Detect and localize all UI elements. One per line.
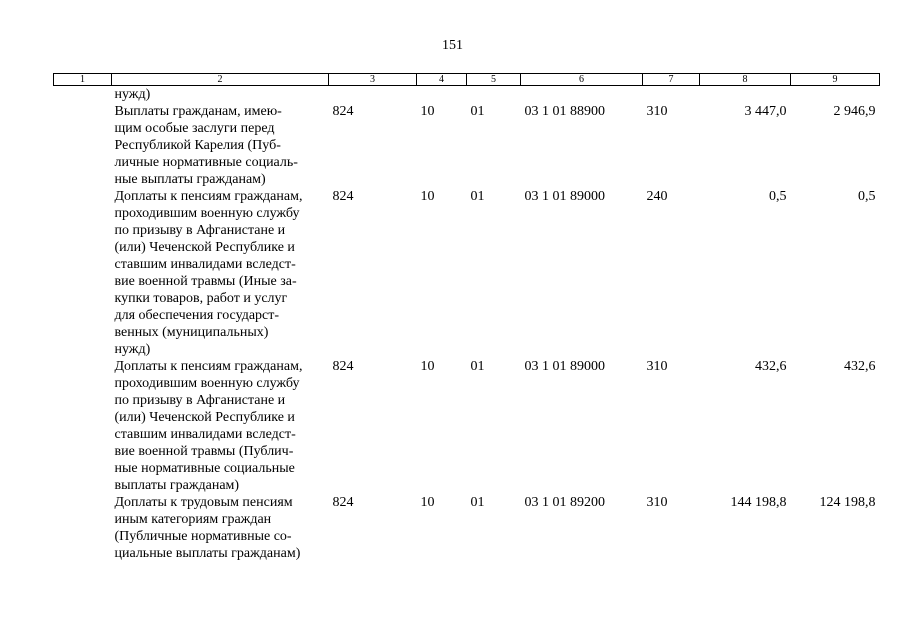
row-subsection-code: 01 <box>470 189 485 204</box>
row-section-code: 10 <box>420 104 435 119</box>
row-amount-2: 0,5 <box>858 189 876 204</box>
row-target-code: 03 1 01 88900 <box>524 104 605 119</box>
row-ministry-code: 824 <box>332 104 354 119</box>
row-amount-1: 144 198,8 <box>730 495 787 510</box>
col-header-6: 6 <box>521 74 643 86</box>
row-ministry-code: 824 <box>332 495 354 510</box>
col-header-9: 9 <box>791 74 880 86</box>
row-section-code: 10 <box>420 189 435 204</box>
row-target-code: 03 1 01 89000 <box>524 359 605 374</box>
col-header-7: 7 <box>643 74 700 86</box>
table-row <box>54 358 880 494</box>
continuation-text: нужд) <box>114 87 151 102</box>
row-target-code: 03 1 01 89200 <box>524 495 605 510</box>
row-amount-1: 432,6 <box>755 359 787 374</box>
col-header-8: 8 <box>700 74 791 86</box>
row-section-code: 10 <box>420 495 435 510</box>
col-header-2: 2 <box>112 74 329 86</box>
row-section-code: 10 <box>420 359 435 374</box>
col-header-4: 4 <box>417 74 467 86</box>
row-name: Доплаты к пенсиям гражданам, проходившим военную службу по призыву в Афганистане и (или) Чеченской Республике и ставшим инвалидами вследст- вие военной травмы (Иные за- купки товаров, работ и услуг для обеспечения государст- венных (муниципальных) нужд) <box>114 189 303 357</box>
row-expense-type: 310 <box>646 359 668 374</box>
row-amount-2: 2 946,9 <box>833 104 876 119</box>
row-amount-2: 124 198,8 <box>819 495 876 510</box>
row-subsection-code: 01 <box>470 495 485 510</box>
row-amount-1: 0,5 <box>769 189 787 204</box>
row-name: Доплаты к пенсиям гражданам, проходившим военную службу по призыву в Афганистане и (или) Чеченской Республике и ставшим инвалидами вследст- вие военной травмы (Публич- ные нормативные социальные выплаты гражданам) <box>114 359 303 493</box>
column-number-header <box>54 74 880 86</box>
table-row <box>54 188 880 358</box>
row-name: Доплаты к трудовым пенсиям иным категориям граждан (Публичные нормативные со- циальные выплаты гражданам) <box>114 495 301 561</box>
row-amount-2: 432,6 <box>844 359 876 374</box>
row-subsection-code: 01 <box>470 104 485 119</box>
col-header-3: 3 <box>329 74 417 86</box>
row-amount-1: 3 447,0 <box>744 104 787 119</box>
row-subsection-code: 01 <box>470 359 485 374</box>
row-name: Выплаты гражданам, имею- щим особые заслуги перед Республикой Карелия (Пуб- личные нормативные социаль- ные выплаты гражданам) <box>114 104 298 187</box>
row-ministry-code: 824 <box>332 359 354 374</box>
row-ministry-code: 824 <box>332 189 354 204</box>
page-number: 151 <box>442 38 463 53</box>
budget-table <box>53 73 880 562</box>
table-row <box>54 494 880 562</box>
table-row-continuation <box>54 86 880 104</box>
col-header-1: 1 <box>54 74 112 86</box>
row-target-code: 03 1 01 89000 <box>524 189 605 204</box>
row-expense-type: 310 <box>646 495 668 510</box>
row-expense-type: 240 <box>646 189 668 204</box>
col-header-5: 5 <box>467 74 521 86</box>
table-row <box>54 103 880 188</box>
row-expense-type: 310 <box>646 104 668 119</box>
